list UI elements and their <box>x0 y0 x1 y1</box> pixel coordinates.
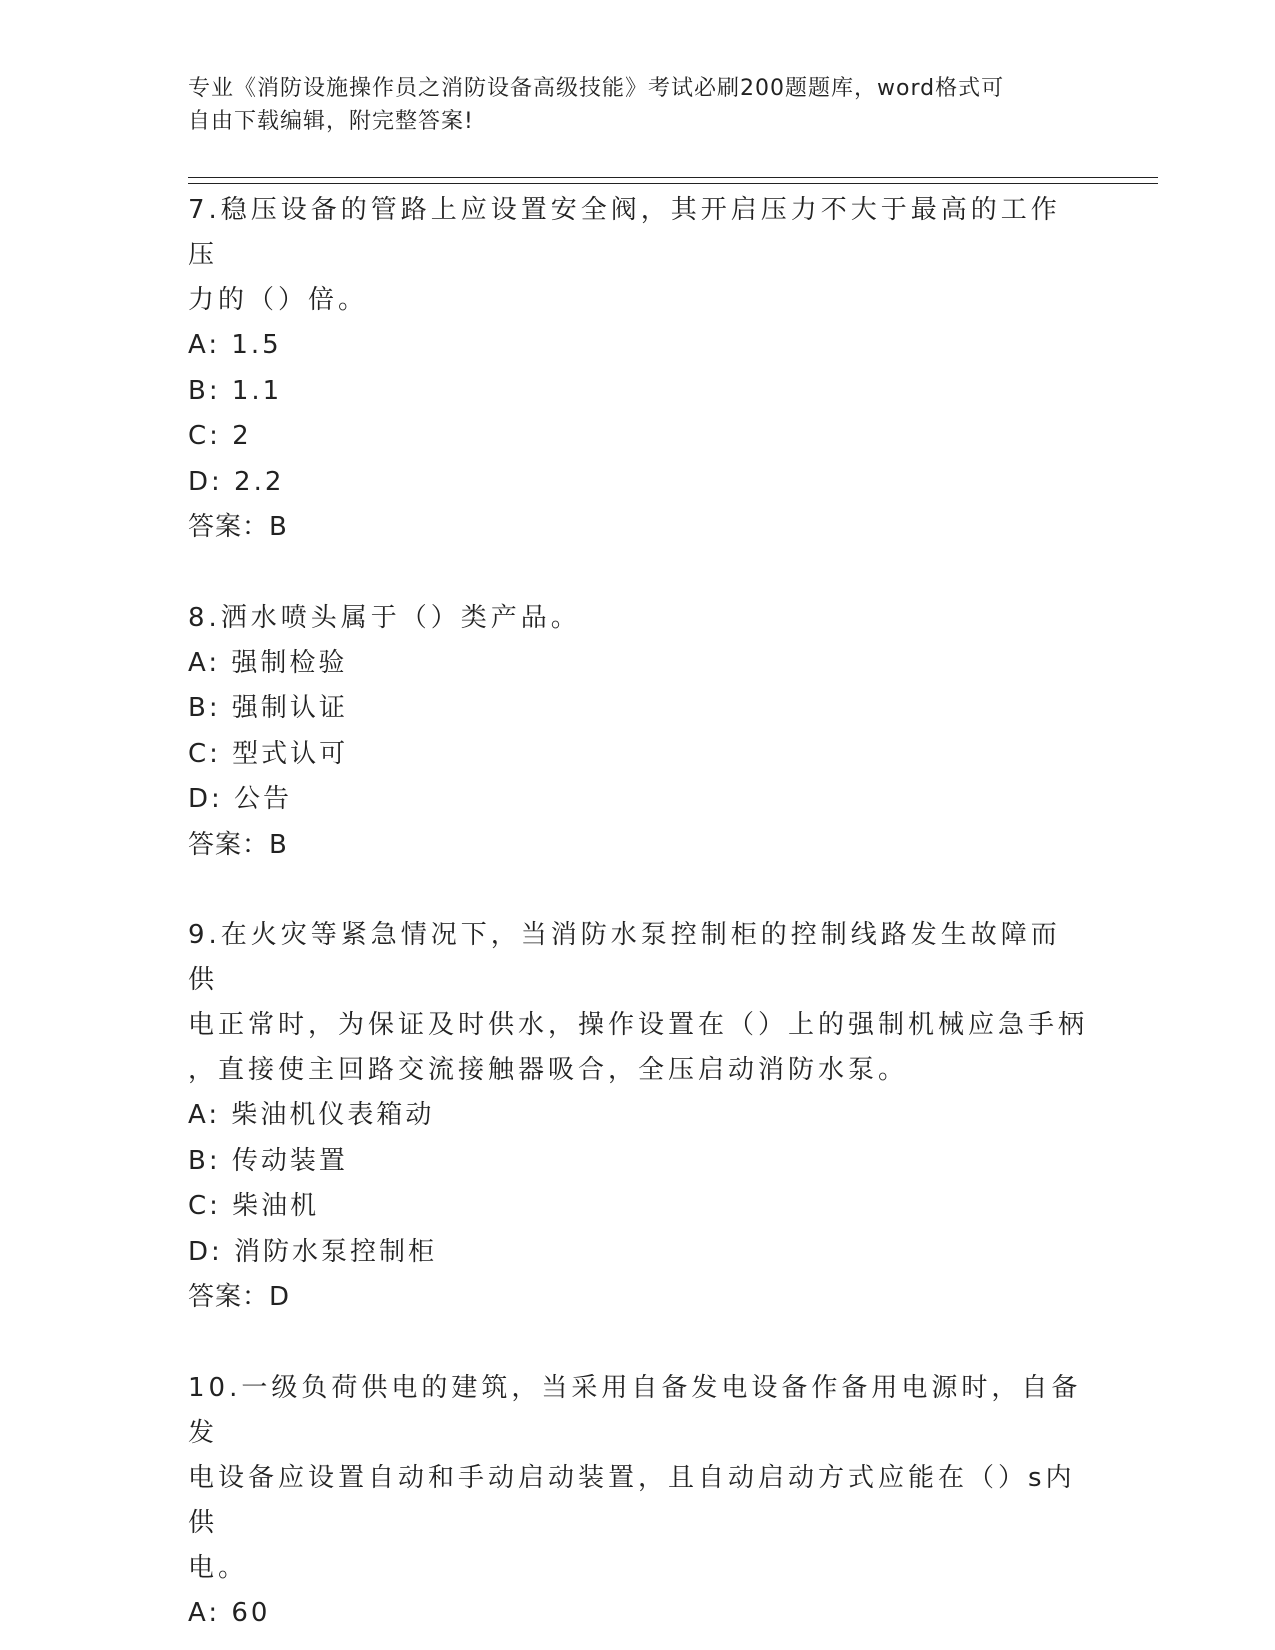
header-line-1: 专业《消防设施操作员之消防设备高级技能》考试必刷200题题库，word格式可 <box>188 76 1005 101</box>
option-b: B: 强制认证 <box>188 693 348 723</box>
question-10 <box>188 1366 1088 1637</box>
question-stem-line: 7.稳压设备的管路上应设置安全阀，其开启压力不大于最高的工作压 <box>188 195 1061 270</box>
option-a: A: 1.5 <box>188 330 282 360</box>
question-stem-line: 电设备应设置自动和手动启动装置，且自动启动方式应能在（）s内供 <box>188 1462 1076 1538</box>
question-stem-line: ，直接使主回路交流接触器吸合，全压启动消防水泵。 <box>188 1055 909 1085</box>
option-c: C: 柴油机 <box>188 1191 320 1221</box>
option-b: B: 1.1 <box>188 375 283 406</box>
answer-label: 答案：B <box>188 829 288 860</box>
header-rule-top <box>188 177 1158 178</box>
question-list <box>188 188 1088 1636</box>
option-d: D: 消防水泵控制柜 <box>188 1236 438 1267</box>
question-9 <box>188 913 1088 1321</box>
question-gap <box>188 1321 1088 1366</box>
question-stem-line: 力的（）倍。 <box>188 285 369 315</box>
question-stem-line: 10.一级负荷供电的建筑，当采用自备发电设备作备用电源时，自备发 <box>188 1372 1082 1448</box>
question-8 <box>188 596 1088 869</box>
option-c: C: 2 <box>188 421 252 451</box>
option-a: A: 柴油机仪表箱动 <box>188 1100 435 1130</box>
question-gap <box>188 551 1088 596</box>
option-d: D: 公告 <box>188 784 293 814</box>
question-stem-line: 8.洒水喷头属于（）类产品。 <box>188 602 581 633</box>
header-line-2: 自由下载编辑，附完整答案! <box>188 109 474 134</box>
document-header <box>188 72 1088 138</box>
answer-label: 答案：D <box>188 1282 291 1312</box>
question-7 <box>188 188 1088 551</box>
header-rule-bottom <box>188 183 1158 184</box>
question-stem-line: 9.在火灾等紧急情况下，当消防水泵控制柜的控制线路发生故障而供 <box>188 920 1061 995</box>
option-a: A: 60 <box>188 1597 271 1628</box>
option-a: A: 强制检验 <box>188 647 348 678</box>
question-gap <box>188 868 1088 913</box>
option-b: B: 传动装置 <box>188 1145 348 1176</box>
question-stem-line: 电正常时，为保证及时供水，操作设置在（）上的强制机械应急手柄 <box>188 1010 1089 1040</box>
option-c: C: 型式认可 <box>188 738 349 769</box>
answer-label: 答案：B <box>188 512 288 542</box>
question-stem-line: 电。 <box>188 1552 249 1583</box>
option-d: D: 2.2 <box>188 466 285 497</box>
